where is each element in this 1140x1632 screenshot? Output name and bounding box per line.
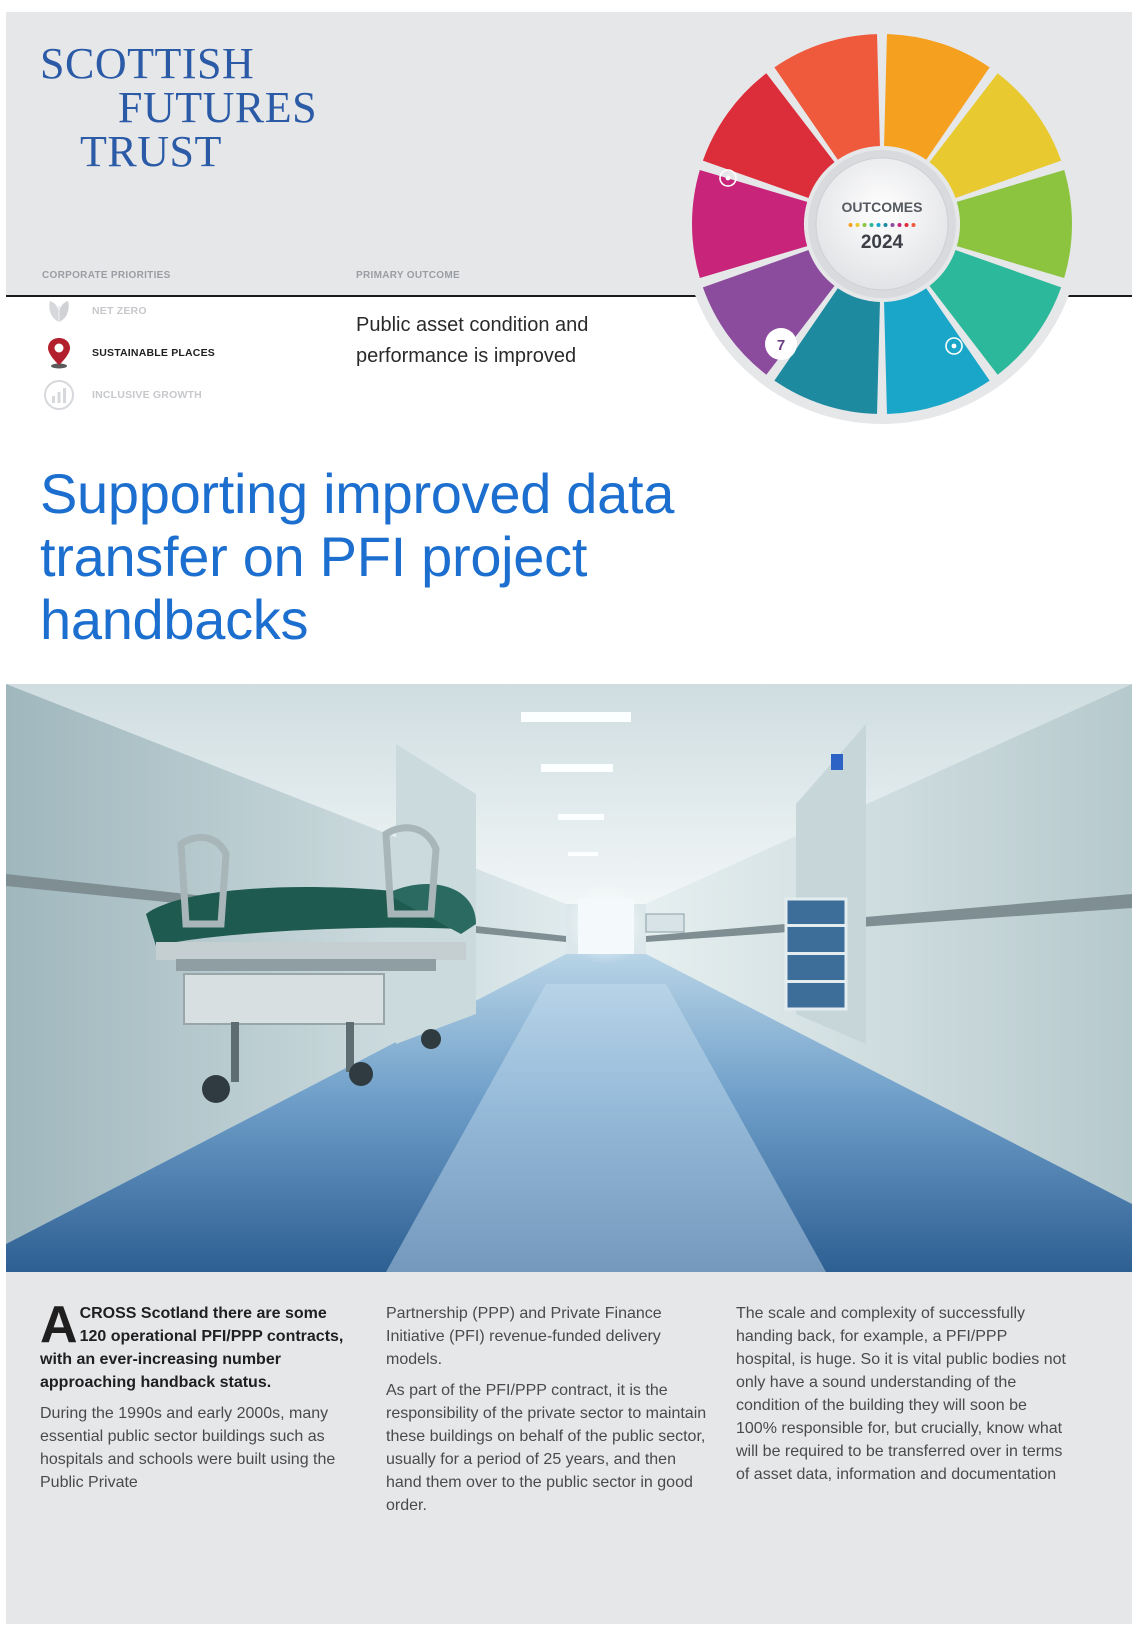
priority-inclusive-growth: INCLUSIVE GROWTH [42, 378, 202, 412]
wheel-color-dot [898, 223, 902, 227]
wheel-color-dot [863, 223, 867, 227]
corporate-priorities-label: CORPORATE PRIORITIES [42, 270, 171, 281]
outcome-number: 7 [776, 337, 786, 354]
wheel-center-title: OUTCOMES [841, 199, 923, 215]
primary-outcome-text: Public asset condition and performance is improved [356, 314, 589, 367]
lead-paragraph: ACROSS Scotland there are some 120 operational PFI/PPP contracts, with an ever-increasing number approaching handback status. [40, 1296, 344, 1391]
wheel-color-dot [856, 223, 860, 227]
leaf-icon [42, 294, 76, 328]
wheel-color-dot [877, 223, 881, 227]
drop-cap: A [40, 1296, 78, 1354]
primary-outcome-label: PRIMARY OUTCOME [356, 270, 460, 281]
outcomes-wheel-graphic [678, 20, 1086, 428]
wheel-color-dot [870, 223, 874, 227]
page [6, 12, 1132, 1624]
scottish-futures-trust-logo: SCOTTISH FUTURES TRUST [40, 39, 318, 176]
body-paragraph: The scale and complexity of successfully handing back, for example, a PFI/PPP hospital, is huge. So it is vital public bodies not only have a sound understanding of the condition of the building they will soon be 100% responsible for, but crucially, know what will be required to be transferred over in terms of asset data, information and documentation [736, 1305, 1066, 1483]
wheel-color-dot [849, 223, 853, 227]
body-column-1 [40, 1296, 356, 1502]
wheel-center-year: 2024 [860, 232, 904, 253]
wheel-color-dot [905, 223, 909, 227]
priority-net-zero: NET ZERO [42, 294, 147, 328]
body-column-3 [736, 1302, 1066, 1494]
body-paragraph: During the 1990s and early 2000s, many essential public sector buildings such as hospitals and schools were built using the Public Private [40, 1405, 336, 1491]
wheel-color-dot [884, 223, 888, 227]
hospital-corridor-photo [6, 684, 1132, 1272]
location-pin-icon [42, 336, 76, 370]
body-paragraph: As part of the PFI/PPP contract, it is the responsibility of the private sector to maintain these buildings on behalf of the public sector, usually for a period of 25 years, and then hand them over to the public sector in good order. [386, 1382, 707, 1514]
growth-chart-icon [42, 378, 76, 412]
wheel-color-dot [912, 223, 916, 227]
body-column-2 [386, 1302, 708, 1525]
body-paragraph: Partnership (PPP) and Private Finance Initiative (PFI) revenue-funded delivery models. [386, 1305, 662, 1368]
wheel-color-dot [891, 223, 895, 227]
article-headline: Supporting improved data transfer on PFI project handbacks [40, 462, 675, 651]
priority-sustainable-places: SUSTAINABLE PLACES [42, 336, 215, 370]
